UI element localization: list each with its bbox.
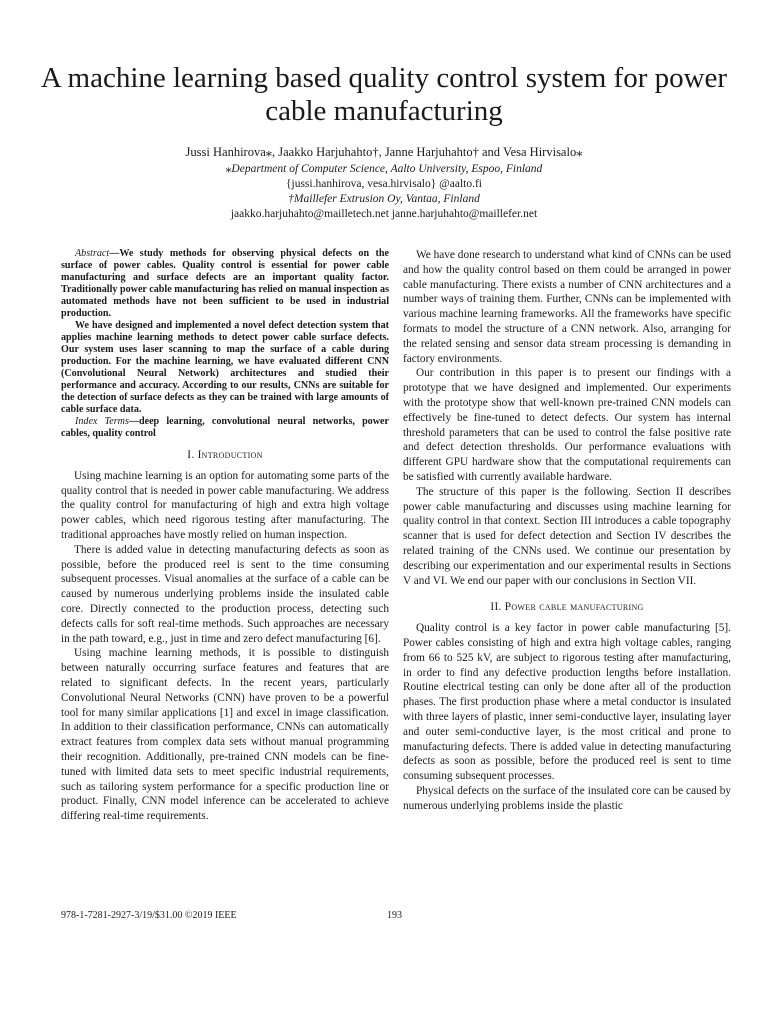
- page-footer: [61, 910, 721, 921]
- right-column: [403, 248, 731, 813]
- index-terms-text: —deep learning, convolutional neural networks, power cables, quality control: [61, 416, 389, 439]
- intro-paragraph-3: Using machine learning methods, it is possible to distinguish between naturally occurring surface features and features that are related to significant defects. In the recent years, particularly Convolutional Neural Networks (CNN) have proven to be a powerful tool for many similar applications [1] and excel in image classification. In addition to their classification performance, CNNs can automatically extract features from complex data sets without manual programming their recognition. Additionally, pre-trained CNN models can be fine-tuned with limited data sets to meet specific industrial requirements, such as tailoring system performance for a specific production line or product. Finally, CNN model inference can be accelerated to achieve differing real-time requirements.: [61, 647, 389, 823]
- index-terms: [61, 416, 389, 440]
- page-number: 193: [387, 910, 402, 921]
- affiliation-1: ⁎Department of Computer Science, Aalto University, Espoo, Finland: [225, 163, 543, 175]
- affiliation-2: †Maillefer Extrusion Oy, Vantaa, Finland: [288, 193, 480, 205]
- email-line-1: {jussi.hanhirova, vesa.hirvisalo} @aalto.fi: [285, 178, 482, 190]
- intro-paragraph-5: Our contribution in this paper is to present our findings with a prototype that we have designed and implemented. Our experiments with the prototype show that well-known pre-trained CNN models can effectively be fine-tuned to detect defects. Our system has internal threshold parameters that can be used to control the false positive rate and defect detection thresholds. Our performance evaluations with different GPU hardware show that the computational requirements can be satisfied with currently available hardware.: [403, 367, 731, 483]
- abstract-label: Abstract: [75, 248, 110, 259]
- section-heading-introduction: [61, 448, 389, 463]
- abstract-paragraph-2: We have designed and implemented a novel defect detection system that applies machine learning methods to detect power cable surface defects. Our system uses laser scanning to map the surface of a cable during production. For the machine learning, we have evaluated different CNN (Convolutional Neural Network) architectures and studied their performance and accuracy. According to our results, CNNs are suitable for the detection of surface defects as they can be trained with large amounts of cable surface data.: [61, 320, 389, 415]
- intro-paragraph-1: Using machine learning is an option for automating some parts of the quality control that is needed in power cable manufacturing. We address the quality control for manufacturing of high and extra high voltage power cables, which need rigorous testing after manufacturing. The traditional approaches have mostly relied on human inspection.: [61, 469, 389, 541]
- author-block: [40, 145, 728, 222]
- index-terms-label: Index Terms: [75, 416, 129, 427]
- abstract-text-1: —We study methods for observing physical defects on the surface of power cables. Quality control is essential for power cable manufacturing and surface defects are an important quality factor. Traditionally power cable manufacturing has relied on manual inspection as automated methods have not been sufficient to be used in industrial production.: [61, 248, 389, 319]
- abstract-paragraph-1: [61, 248, 389, 320]
- section2-paragraph-2: Physical defects on the surface of the insulated core can be caused by numerous underlying problems inside the plastic: [403, 784, 731, 812]
- copyright-line: 978-1-7281-2927-3/19/$31.00 ©2019 IEEE: [61, 910, 237, 921]
- intro-paragraph-2: There is added value in detecting manufacturing defects as soon as possible, before the produced reel is sent to the time consuming subsequent processes. Visual anomalies at the surface of a cable can be caused by numerous underlying problems inside the insulated cable core. Directly connected to the production process, detecting such defects calls for soft real-time methods. Such approaches are necessary in the path toward, e.g., just in time and zero defect manufacturing [6].: [61, 543, 389, 645]
- section-title: Power cable manufacturing: [504, 601, 644, 614]
- section-number: I.: [187, 449, 198, 461]
- section-heading-power-cable: [403, 600, 731, 615]
- paper-title: A machine learning based quality control system for power cable manufacturing: [40, 62, 728, 127]
- section-title: Introduction: [197, 449, 263, 461]
- left-column: [61, 248, 389, 824]
- email-line-2: jaakko.harjuhahto@mailletech.net janne.harjuhahto@maillefer.net: [230, 208, 538, 220]
- section2-paragraph-1: Quality control is a key factor in power cable manufacturing [5]. Power cables consisting of high and extra high voltage cables, ranging from 66 to 525 kV, are subject to rigorous testing after manufacturing, in order to find any defective production lengths before installation. Routine electrical testing can only be done after all of the production phases. The first production phase where a metal conductor is insulated with three layers of plastic, inner semi-conductive layer, insulating layer and outer semi-conductive layer, is the most critical and prone to manufacturing defects. There is added value in detecting manufacturing defects as soon as possible, before the produced reel is sent to time consuming subsequent processes.: [403, 622, 731, 783]
- section-number: II.: [490, 601, 505, 614]
- intro-paragraph-6: The structure of this paper is the following. Section II describes power cable manufacturing and discusses using machine learning for quality control in that context. Section III introduces a cable topography scanner that is used for defect detection and Section IV describes the related training of the CNNs used. We continue our presentation by describing our experimentation and our experimental results in Sections V and VI. We end our paper with our conclusions in Section VII.: [403, 485, 731, 587]
- intro-paragraph-4: We have done research to understand what kind of CNNs can be used and how the quality control based on them could be arranged in power cable manufacturing. There exists a number of CNN architectures and a number ways of training them. Further, CNNs can be implemented with various machine learning frameworks. All the frameworks have specific formats to model the structure of a CNN network. Also, arranging for the related sensing and sensor data stream processing is demanding in factory environments.: [403, 249, 731, 365]
- author-names: Jussi Hanhirova⁎, Jaakko Harjuhahto†, Janne Harjuhahto† and Vesa Hirvisalo⁎: [185, 145, 583, 159]
